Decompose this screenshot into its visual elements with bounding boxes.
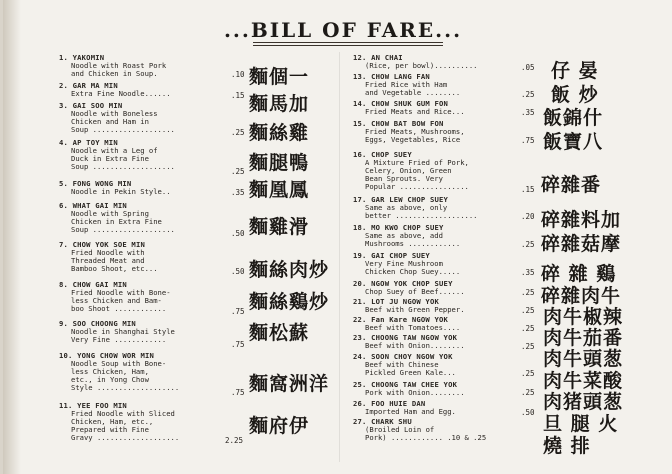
menu-item: 22. Fan Kare NGOW YOK Beef with Tomatoes.... (353, 315, 461, 332)
price: .25 (521, 240, 535, 249)
price: .25 (521, 288, 535, 297)
menu-item: 23. CHOONG TAW NGOW YOK Beef with Onion........ (353, 333, 465, 350)
chinese-dish-name: 碎雜番 (541, 174, 602, 196)
price: .25 (521, 388, 535, 397)
price: .25 (521, 342, 535, 351)
column-divider (339, 52, 340, 462)
menu-item: 27. CHARK SHU (Broiled Loin of Pork) ............ .10 & .25 (353, 417, 487, 442)
chinese-dish-name: 麵腿鴨 (249, 152, 310, 174)
chinese-dish-name: 肉牛頭葱 (543, 348, 624, 370)
menu-item: 14. CHOW SHUK GUM FON Fried Meats and Rice... (353, 99, 465, 116)
price: .25 (231, 167, 245, 176)
chinese-dish-name: 旦 腿 火 (543, 413, 619, 435)
menu-item: 24. SOON CHOY NGOW YOK Beef with Chinese Pickled Green Kale... (353, 352, 456, 377)
price: .15 (231, 91, 245, 100)
price: .25 (521, 306, 535, 315)
menu-item: 7. CHOW YOK SOE MIN Fried Noodle with Threaded Meat and Bamboo Shoot, etc... (59, 240, 158, 273)
chinese-dish-name: 麵絲鷄炒 (249, 291, 330, 313)
menu-item: 13. CHOW LANG FAN Fried Rice with Ham and Vegetable ........ (353, 72, 461, 97)
chinese-dish-name: 麵窩洲洋 (249, 373, 330, 395)
menu-item: 26. FOO HUIE DAN Imported Ham and Egg. (353, 399, 456, 416)
chinese-dish-name: 碎雜料加 (541, 209, 622, 231)
chinese-dish-name: 麵絲肉炒 (249, 259, 330, 281)
price: .75 (231, 307, 245, 316)
price: .50 (231, 229, 245, 238)
menu-item: 15. CHOW BAT BOW FON Fried Meats, Mushrooms, Eggs, Vegetables, Rice (353, 119, 465, 144)
title-underline-bottom (253, 45, 443, 46)
menu-item: 11. YEE FOO MIN Fried Noodle with Sliced Chicken, Ham, etc., Prepared with Fine Gravy ................... (59, 401, 180, 442)
menu-item: 12. AN CHAI (Rice, per bowl).......... (353, 53, 478, 70)
price: .50 (521, 408, 535, 417)
price: 2.25 (225, 436, 244, 445)
menu-item: 19. GAI CHOP SUEY Very Fine Mushroom Chicken Chop Suey..... (353, 251, 461, 276)
page-gutter-shadow (3, 0, 21, 474)
chinese-dish-name: 麵雞滑 (249, 216, 310, 238)
price: .10 (231, 70, 245, 79)
menu-item: 16. CHOP SUEY A Mixture Fried of Pork, Celery, Onion, Green Bean Sprouts. Very Popular ................ (353, 150, 469, 191)
menu-item: 5. FONG WONG MIN Noodle in Pekin Style.. (59, 179, 171, 196)
menu-item: 9. SOO CHOONG MIN Noodle in Shanghai Style Very Fine ............ (59, 319, 175, 344)
chinese-dish-name: 碎雜菇摩 (541, 233, 622, 255)
chinese-dish-name: 麵凰鳳 (249, 179, 310, 201)
chinese-dish-name: 麵府伊 (249, 415, 310, 437)
chinese-dish-name: 碎 雜 鷄 (541, 263, 617, 285)
price: .35 (231, 188, 245, 197)
menu-item: 10. YONG CHOW WOR MIN Noodle Soup with Bone- less Chicken, Ham, etc., in Yong Chow Style ................... (59, 351, 180, 392)
menu-item: 17. GAR LEW CHOP SUEY Same as above, only better ................... (353, 195, 478, 220)
menu-item: 6. WHAT GAI MIN Noodle with Spring Chicken in Extra Fine Soup ................... (59, 201, 175, 234)
menu-item: 2. GAR MA MIN Extra Fine Noodle...... (59, 81, 171, 98)
price: .25 (521, 90, 535, 99)
price: .05 (521, 63, 535, 72)
menu-item: 8. CHOW GAI MIN Fried Noodle with Bone- less Chicken and Bam- boo Shoot ............ (59, 280, 171, 313)
chinese-dish-name: 飯 炒 (551, 84, 599, 106)
chinese-dish-name: 仔 晏 (551, 60, 599, 82)
chinese-dish-name: 肉猪頭葱 (543, 391, 624, 413)
price: .35 (521, 268, 535, 277)
price: .25 (521, 324, 535, 333)
chinese-dish-name: 飯錦什 (543, 107, 604, 129)
menu-item: 25. CHOONG TAW CHEE YOK Pork with Onion........ (353, 380, 465, 397)
chinese-dish-name: 碎雜肉牛 (541, 285, 622, 307)
price: .50 (231, 267, 245, 276)
price: .75 (521, 136, 535, 145)
price: .75 (231, 340, 245, 349)
title-underline-top (253, 42, 443, 43)
chinese-dish-name: 肉牛菜酸 (543, 370, 624, 392)
price: .20 (521, 212, 535, 221)
chinese-dish-name: 麵松蘇 (249, 322, 310, 344)
chinese-dish-name: 麵絲雞 (249, 122, 310, 144)
price: .25 (521, 369, 535, 378)
menu-item: 1. YAKOMIN Noodle with Roast Pork and Chicken in Soup. (59, 53, 167, 78)
menu-item: 3. GAI SOO MIN Noodle with Boneless Chicken and Ham in Soup ................... (59, 101, 175, 134)
chinese-dish-name: 燒 排 (543, 435, 591, 457)
chinese-dish-name: 肉牛茄番 (543, 327, 624, 349)
chinese-dish-name: 肉牛椒辣 (543, 306, 624, 328)
menu-item: 21. LOT JU NGOW YOK Beef with Green Pepper. (353, 297, 465, 314)
price: .75 (231, 388, 245, 397)
chinese-dish-name: 麵馬加 (249, 93, 310, 115)
price: .35 (521, 108, 535, 117)
chinese-dish-name: 麵個一 (249, 66, 310, 88)
chinese-dish-name: 飯寶八 (543, 131, 604, 153)
price: .15 (521, 185, 535, 194)
price: .25 (231, 128, 245, 137)
menu-item: 18. MO KWO CHOP SUEY Same as above, add Mushrooms ............ (353, 223, 461, 248)
menu-title: ...BILL OF FARE... (223, 18, 463, 42)
menu-item: 20. NGOW YOK CHOP SUEY Chop Suey of Beef...... (353, 279, 465, 296)
menu-item: 4. AP TOY MIN Noodle with a Leg of Duck in Extra Fine Soup ................... (59, 138, 175, 171)
